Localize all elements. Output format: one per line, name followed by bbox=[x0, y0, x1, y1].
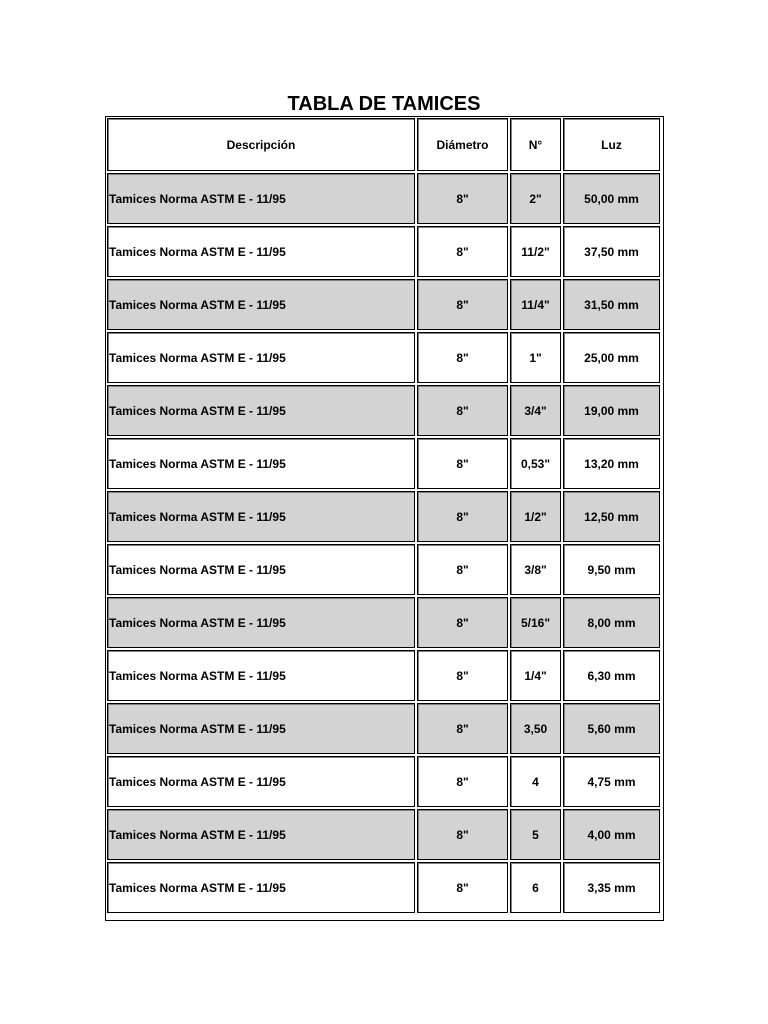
sieve-table bbox=[105, 116, 662, 915]
cell-luz: 50,00 mm bbox=[563, 173, 660, 224]
cell-diametro: 8" bbox=[417, 173, 508, 224]
table-row bbox=[107, 438, 660, 489]
cell-diametro: 8" bbox=[417, 438, 508, 489]
cell-numero: 3/8" bbox=[510, 544, 561, 595]
cell-descripcion: Tamices Norma ASTM E - 11/95 bbox=[107, 491, 415, 542]
table-row bbox=[107, 756, 660, 807]
cell-numero: 5 bbox=[510, 809, 561, 860]
cell-diametro: 8" bbox=[417, 385, 508, 436]
cell-descripcion: Tamices Norma ASTM E - 11/95 bbox=[107, 544, 415, 595]
cell-luz: 19,00 mm bbox=[563, 385, 660, 436]
cell-diametro: 8" bbox=[417, 809, 508, 860]
cell-luz: 4,00 mm bbox=[563, 809, 660, 860]
cell-diametro: 8" bbox=[417, 703, 508, 754]
table-row bbox=[107, 862, 660, 913]
sieve-table-container bbox=[105, 116, 664, 921]
cell-diametro: 8" bbox=[417, 279, 508, 330]
cell-descripcion: Tamices Norma ASTM E - 11/95 bbox=[107, 438, 415, 489]
cell-diametro: 8" bbox=[417, 650, 508, 701]
cell-numero: 1/4" bbox=[510, 650, 561, 701]
header-numero: N° bbox=[510, 118, 561, 171]
cell-numero: 11/4" bbox=[510, 279, 561, 330]
table-row bbox=[107, 332, 660, 383]
cell-descripcion: Tamices Norma ASTM E - 11/95 bbox=[107, 756, 415, 807]
page-title: TABLA DE TAMICES bbox=[287, 93, 481, 115]
cell-descripcion: Tamices Norma ASTM E - 11/95 bbox=[107, 226, 415, 277]
table-row bbox=[107, 385, 660, 436]
cell-luz: 37,50 mm bbox=[563, 226, 660, 277]
cell-descripcion: Tamices Norma ASTM E - 11/95 bbox=[107, 332, 415, 383]
cell-diametro: 8" bbox=[417, 226, 508, 277]
cell-descripcion: Tamices Norma ASTM E - 11/95 bbox=[107, 597, 415, 648]
cell-diametro: 8" bbox=[417, 756, 508, 807]
cell-numero: 1/2" bbox=[510, 491, 561, 542]
cell-numero: 0,53" bbox=[510, 438, 561, 489]
cell-descripcion: Tamices Norma ASTM E - 11/95 bbox=[107, 703, 415, 754]
cell-numero: 6 bbox=[510, 862, 561, 913]
cell-descripcion: Tamices Norma ASTM E - 11/95 bbox=[107, 862, 415, 913]
table-row bbox=[107, 491, 660, 542]
table-row bbox=[107, 279, 660, 330]
cell-luz: 4,75 mm bbox=[563, 756, 660, 807]
header-descripcion: Descripción bbox=[107, 118, 415, 171]
cell-diametro: 8" bbox=[417, 597, 508, 648]
table-row bbox=[107, 809, 660, 860]
table-row bbox=[107, 597, 660, 648]
table-header-row bbox=[107, 118, 660, 171]
table-row bbox=[107, 650, 660, 701]
cell-diametro: 8" bbox=[417, 332, 508, 383]
cell-descripcion: Tamices Norma ASTM E - 11/95 bbox=[107, 173, 415, 224]
table-row bbox=[107, 544, 660, 595]
cell-numero: 1" bbox=[510, 332, 561, 383]
cell-diametro: 8" bbox=[417, 544, 508, 595]
cell-luz: 5,60 mm bbox=[563, 703, 660, 754]
cell-descripcion: Tamices Norma ASTM E - 11/95 bbox=[107, 279, 415, 330]
cell-numero: 11/2" bbox=[510, 226, 561, 277]
cell-luz: 3,35 mm bbox=[563, 862, 660, 913]
cell-numero: 3/4" bbox=[510, 385, 561, 436]
cell-diametro: 8" bbox=[417, 491, 508, 542]
cell-diametro: 8" bbox=[417, 862, 508, 913]
cell-luz: 8,00 mm bbox=[563, 597, 660, 648]
cell-luz: 9,50 mm bbox=[563, 544, 660, 595]
cell-luz: 31,50 mm bbox=[563, 279, 660, 330]
table-row bbox=[107, 173, 660, 224]
cell-numero: 4 bbox=[510, 756, 561, 807]
table-body bbox=[107, 173, 660, 913]
cell-numero: 5/16" bbox=[510, 597, 561, 648]
cell-numero: 3,50 bbox=[510, 703, 561, 754]
header-diametro: Diámetro bbox=[417, 118, 508, 171]
table-row bbox=[107, 226, 660, 277]
cell-luz: 13,20 mm bbox=[563, 438, 660, 489]
cell-descripcion: Tamices Norma ASTM E - 11/95 bbox=[107, 385, 415, 436]
header-luz: Luz bbox=[563, 118, 660, 171]
cell-numero: 2" bbox=[510, 173, 561, 224]
table-row bbox=[107, 703, 660, 754]
cell-descripcion: Tamices Norma ASTM E - 11/95 bbox=[107, 809, 415, 860]
cell-luz: 6,30 mm bbox=[563, 650, 660, 701]
cell-luz: 25,00 mm bbox=[563, 332, 660, 383]
cell-descripcion: Tamices Norma ASTM E - 11/95 bbox=[107, 650, 415, 701]
cell-luz: 12,50 mm bbox=[563, 491, 660, 542]
